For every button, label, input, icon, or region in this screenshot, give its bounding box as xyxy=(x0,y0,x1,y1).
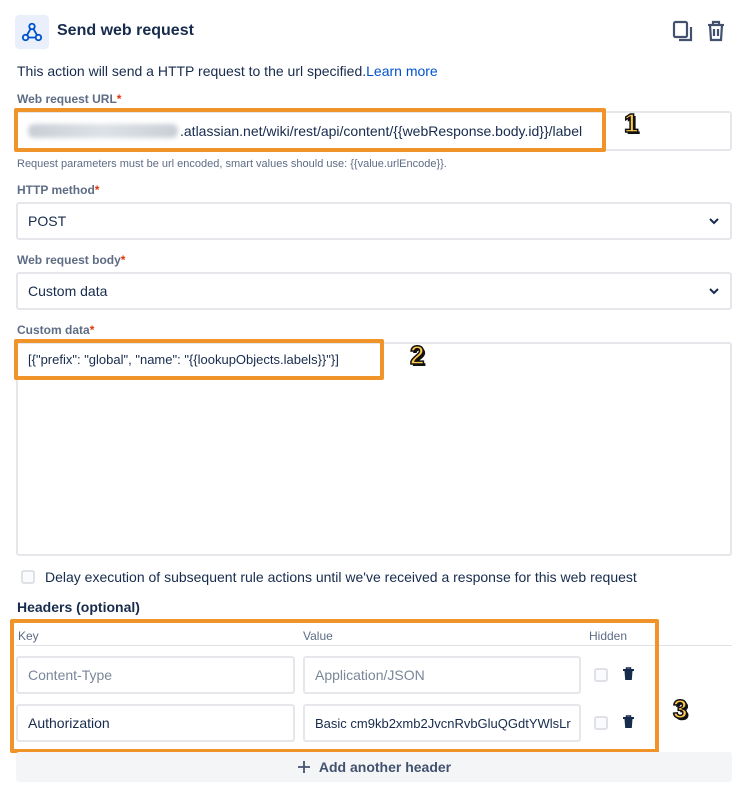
webhook-icon xyxy=(15,15,49,49)
http-method-select[interactable] xyxy=(16,202,732,240)
headers-value-column: Value xyxy=(303,629,333,643)
required-marker: * xyxy=(94,183,100,197)
url-label xyxy=(17,92,121,106)
headers-title: Headers (optional) xyxy=(17,599,140,615)
required-marker: * xyxy=(116,92,122,106)
delay-checkbox[interactable] xyxy=(21,570,35,584)
callout-1: 1 xyxy=(624,108,639,138)
add-header-button[interactable] xyxy=(16,752,732,782)
highlight-box-1 xyxy=(14,108,606,152)
duplicate-icon[interactable] xyxy=(670,18,696,44)
description xyxy=(17,63,438,79)
plus-icon xyxy=(297,760,311,774)
description-text: This action will send a HTTP request to the url specified. xyxy=(17,63,367,79)
url-label-text: Web request URL xyxy=(17,92,117,106)
url-value: .atlassian.net/wiki/rest/api/content/{{webResponse.body.id}}/label xyxy=(180,123,583,139)
custom-data-value: [{"prefix": "global", "name": "{{lookupObjects.labels}}"}] xyxy=(28,352,339,367)
body-type-label-text: Web request body xyxy=(17,253,121,267)
highlight-box-2 xyxy=(14,339,384,380)
custom-data-label xyxy=(17,323,94,337)
http-method-value: POST xyxy=(28,213,67,229)
page-title: Send web request xyxy=(57,22,194,39)
highlight-box-3 xyxy=(10,619,659,753)
header-key-value: Content-Type xyxy=(28,667,113,683)
learn-more-link[interactable]: Learn more xyxy=(366,63,438,79)
callout-2: 2 xyxy=(410,340,425,370)
delay-label: Delay execution of subsequent rule actions until we've received a response for this web request xyxy=(45,569,637,585)
header-value-value: Basic cm9kb2xmb2JvcnRvbGluQGdtYWlsLr xyxy=(315,715,571,731)
header-key-value: Authorization xyxy=(28,715,110,731)
body-type-label xyxy=(17,253,125,267)
url-hint: Request parameters must be url encoded, smart values should use: {{value.urlEncode}}. xyxy=(17,158,447,170)
body-type-select[interactable] xyxy=(16,272,732,310)
http-method-label xyxy=(17,183,99,197)
trash-icon[interactable] xyxy=(703,18,729,44)
headers-hidden-column: Hidden xyxy=(589,629,628,643)
http-method-label-text: HTTP method xyxy=(17,183,95,197)
callout-3: 3 xyxy=(673,694,688,724)
header-value-value: Application/JSON xyxy=(315,667,425,683)
required-marker: * xyxy=(120,253,126,267)
chevron-down-icon xyxy=(708,285,720,297)
chevron-down-icon xyxy=(708,215,720,227)
body-type-value: Custom data xyxy=(28,283,108,299)
headers-key-column: Key xyxy=(18,629,39,643)
required-marker: * xyxy=(89,323,95,337)
custom-data-label-text: Custom data xyxy=(17,323,90,337)
add-header-label: Add another header xyxy=(318,759,452,775)
